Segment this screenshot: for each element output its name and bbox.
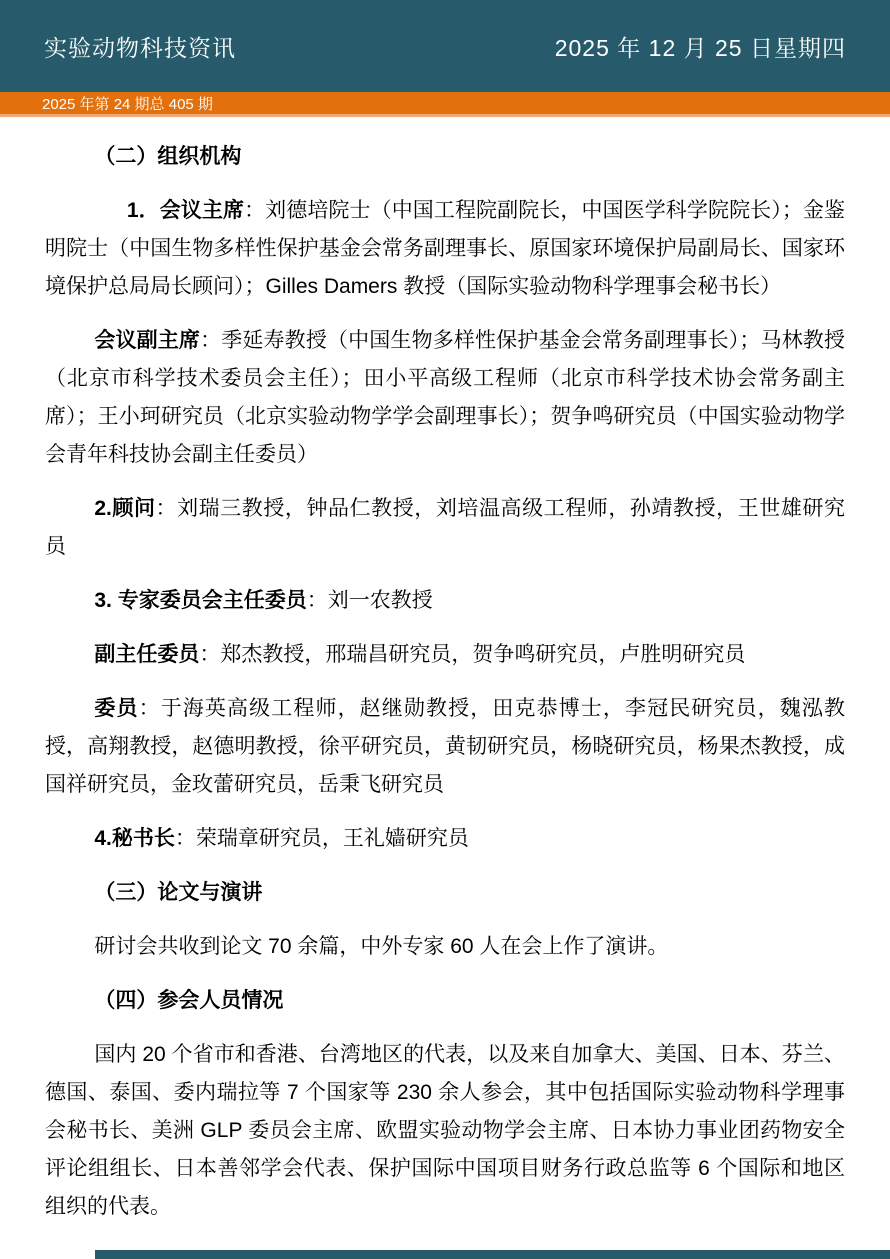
section-heading-participants: （四）参会人员情况 xyxy=(94,989,284,1012)
para-text: 研讨会共收到论文 70 余篇，中外专家 60 人在会上作了演讲。 xyxy=(94,935,669,958)
para-label: 委员 xyxy=(94,697,139,720)
para-text: ：刘一农教授 xyxy=(306,589,433,612)
para-label: 副主任委员 xyxy=(94,643,200,666)
issue-bar xyxy=(0,92,890,117)
document-body xyxy=(0,117,890,1226)
para-conference-chairs xyxy=(45,192,845,306)
section-heading-papers: （三）论文与演讲 xyxy=(94,881,263,904)
para-secretary-general xyxy=(45,820,845,858)
section-heading-organization: （二）组织机构 xyxy=(94,145,242,168)
para-papers-summary xyxy=(45,928,845,966)
para-text: ：刘德培院士（中国工程院副院长，中国医学科学院院长）；金鉴明院士（中国生物多样性保护基金会常务副理事长、原国家环境保护局副局长、国家环境保护总局局长顾问）；Gilles Damers 教授（国际实验动物科学理事会秘书长） xyxy=(45,199,845,298)
para-text: ：季延寿教授（中国生物多样性保护基金会常务副理事长）；马林教授（北京市科学技术委员会主任）；田小平高级工程师（北京市科学技术协会常务副主席）；王小珂研究员（北京实验动物学学会副理事长）；贺争鸣研究员（中国实验动物学会青年科技协会副主任委员） xyxy=(45,329,846,466)
issue-number: 2025 年第 24 期总 405 期 xyxy=(42,95,213,113)
para-text: 国内 20 个省市和香港、台湾地区的代表，以及来自加拿大、美国、日本、芬兰、德国、泰国、委内瑞拉等 7 个国家等 230 余人参会，其中包括国际实验动物科学理事会秘书长、美洲 GLP 委员会主席、欧盟实验动物学会主席、日本协力事业团药物安全评论组组长、日本善邻学会代表、保护国际中国项目财务行政总监等 6 个国际和地区组织的代表。 xyxy=(45,1043,845,1218)
page-header xyxy=(0,0,890,92)
para-deputy-directors xyxy=(45,636,845,674)
para-label: 会议副主席 xyxy=(94,329,201,352)
para-label: 2.顾问 xyxy=(94,497,156,520)
header-date: 2025 年 12 月 25 日星期四 xyxy=(554,34,846,61)
para-text: ：于海英高级工程师，赵继勋教授，田克恭博士，李冠民研究员，魏泓教授，高翔教授，赵德明教授，徐平研究员，黄韧研究员，杨晓研究员，杨果杰教授，成国祥研究员，金玫蕾研究员，岳秉飞研究员 xyxy=(45,697,846,796)
para-label: 4.秘书长 xyxy=(94,827,175,850)
para-text: ：郑杰教授，邢瑞昌研究员，贺争鸣研究员，卢胜明研究员 xyxy=(199,643,746,666)
para-committee-members xyxy=(45,690,845,804)
para-participants-summary xyxy=(45,1036,845,1226)
para-text: ：刘瑞三教授，钟品仁教授，刘培温高级工程师，孙靖教授，王世雄研究员 xyxy=(45,497,845,558)
footer-bar xyxy=(95,1250,890,1259)
newsletter-title: 实验动物科技资讯 xyxy=(44,34,236,61)
para-label: 3. 专家委员会主任委员 xyxy=(94,589,307,612)
para-text: ：荣瑞章研究员，王礼嫱研究员 xyxy=(174,827,469,850)
para-label: 1．会议主席 xyxy=(126,199,245,222)
para-vice-chairs xyxy=(45,322,845,474)
para-expert-committee-director xyxy=(45,582,845,620)
para-advisors xyxy=(45,490,845,566)
